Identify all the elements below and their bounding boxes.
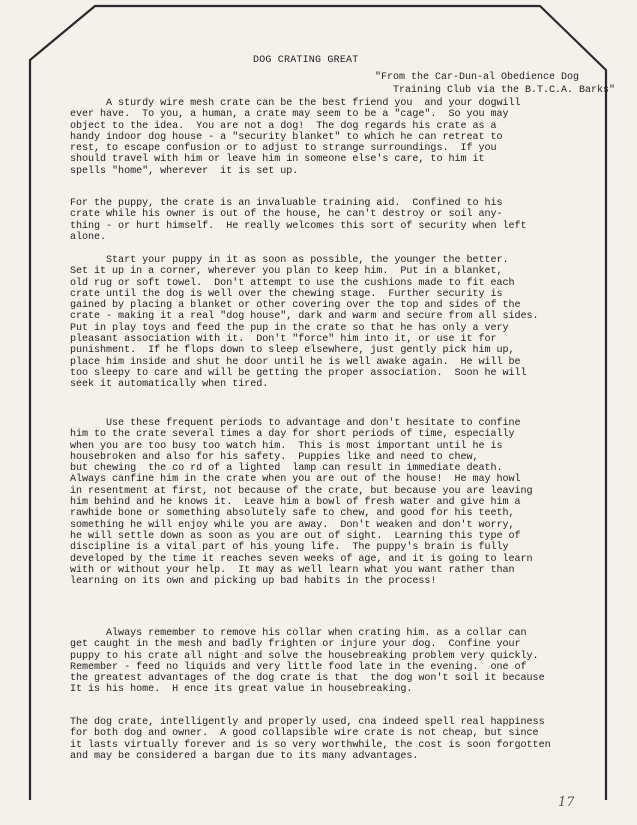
page-number: 17 (558, 795, 575, 810)
text-line: in resentment at first, not because of the crate, but because you are leaving (70, 485, 533, 497)
text-line: crate while his owner is out of the house, he can't destroy or soil any- (70, 209, 503, 221)
text-line: and may be considered a bargan due to its many advantages. (70, 750, 419, 762)
text-line: old rug or soft towel. Don't attempt to use the cushions made to fit each (70, 277, 515, 289)
text-line: with or without your help. It may as well learn what you want rather than (70, 564, 515, 576)
text-line: it lasts virtually forever and is so very worthwhile, the cost is soon forgotten (70, 739, 551, 751)
text-line: but chewing the co rd of a lighted lamp can result in immediate death. (70, 463, 503, 475)
text-line: alone. (70, 231, 107, 243)
text-line: rawhide bone or something absolutely safe to chew, and good for his teeth, (70, 508, 515, 520)
text-line: he will settle down as soon as you are out of sight. Learning this type of (70, 530, 521, 542)
text-line: housebroken and also for his safety. Puppies like and need to chew, (70, 451, 479, 463)
text-line: Put in play toys and feed the pup in the crate so that he has only a very (70, 322, 509, 334)
text-line: gained by placing a blanket or other covering over the top and sides of the (70, 300, 521, 312)
text-line: handy indoor dog house - a "security blanket" to which he can retreat to (70, 131, 503, 143)
text-line: pleasant association with it. Don't "force" him into it, or use it for (70, 334, 497, 346)
text-line: when you are too busy too watch him. This is most important until he is (70, 440, 503, 452)
text-line: him to the crate several times a day for short periods of time, especially (70, 429, 515, 441)
text-line: something he will enjoy while you are away. Don't weaken and don't worry, (70, 519, 515, 531)
paragraph-start-your-puppy (70, 255, 637, 391)
text-line: Use these frequent periods to advantage and don't hesitate to confine (70, 418, 521, 429)
paragraph-puppy-training-aid (70, 198, 637, 243)
paragraph-crate-intro (70, 98, 637, 177)
source-attribution (375, 71, 615, 97)
text-line: developed by the time it reaches seven weeks of age, and it is going to learn (70, 553, 533, 565)
text-line: learning on its own and picking up bad habits in the process! (70, 576, 437, 588)
text-line: It is his home. H ence its great value in housebreaking. (70, 684, 413, 696)
text-line: place him inside and shut he door until he is well awake again. He will be (70, 356, 521, 368)
text-line: him behind and he knows it. Leave him a bowl of fresh water and give him a (70, 497, 521, 509)
text-line: Start your puppy in it as soon as possible, the younger the better. (70, 255, 509, 266)
text-line: The dog crate, intelligently and properly used, cna indeed spell real happiness (70, 717, 545, 728)
text-line: should travel with him or leave him in someone else's care, to him it (70, 154, 485, 166)
text-line: rest, to escape confusion or to adjust to strange surroundings. If you (70, 143, 497, 155)
text-line: thing - or hurt himself. He really welcomes this sort of security when left (70, 220, 527, 232)
source-line: "From the Car-Dun-al Obedience Dog (375, 72, 580, 83)
text-line: spells "home", wherever it is set up. (70, 165, 299, 177)
text-line: punishment. If he flops down to sleep elsewhere, just gently pick him up, (70, 345, 515, 357)
source-line: Training Club via the B.T.C.A. Barks" (375, 85, 616, 96)
text-line: too sleepy to care and will be getting the proper association. Soon he will (70, 367, 527, 379)
paragraph-remove-collar (70, 628, 637, 696)
text-line: seek it automatically when tired. (70, 379, 269, 391)
paragraph-frequent-periods (70, 418, 637, 587)
text-line: for both dog and owner. A good collapsible wire crate is not cheap, but since (70, 728, 539, 740)
text-line: the greatest advantages of the dog crate is that the dog won't soil it because (70, 673, 545, 685)
text-line: puppy to his crate all night and solve the housebreaking problem very quickly. (70, 650, 539, 662)
text-line: discipline is a vital part of his young life. The puppy's brain is fully (70, 542, 509, 554)
text-line: Remember - feed no liquids and very little food late in the evening. one of (70, 661, 527, 673)
text-line: object to the idea. You are not a dog! The dog regards his crate as a (70, 120, 497, 132)
text-line: crate - making it a real "dog house", dark and warm and secure from all sides. (70, 311, 539, 323)
paragraph-conclusion (70, 717, 637, 762)
text-line: Always canfine him in the crate when you are out of the house! He may howl (70, 474, 521, 486)
document-title: DOG CRATING GREAT (253, 55, 359, 66)
text-line: For the puppy, the crate is an invaluable training aid. Confined to his (70, 198, 503, 209)
text-line: ever have. To you, a human, a crate may seem to be a "cage". So you may (70, 109, 509, 121)
text-line: A sturdy wire mesh crate can be the best friend you and your dogwill (70, 98, 521, 109)
text-line: crate until the dog is well over the chewing stage. Further security is (70, 288, 503, 300)
text-line: Always remember to remove his collar when crating him. as a collar can (70, 628, 527, 639)
text-line: get caught in the mesh and badly frighten or injure your dog. Confine your (70, 639, 521, 651)
text-line: Set it up in a corner, wherever you plan to keep him. Put in a blanket, (70, 266, 503, 278)
